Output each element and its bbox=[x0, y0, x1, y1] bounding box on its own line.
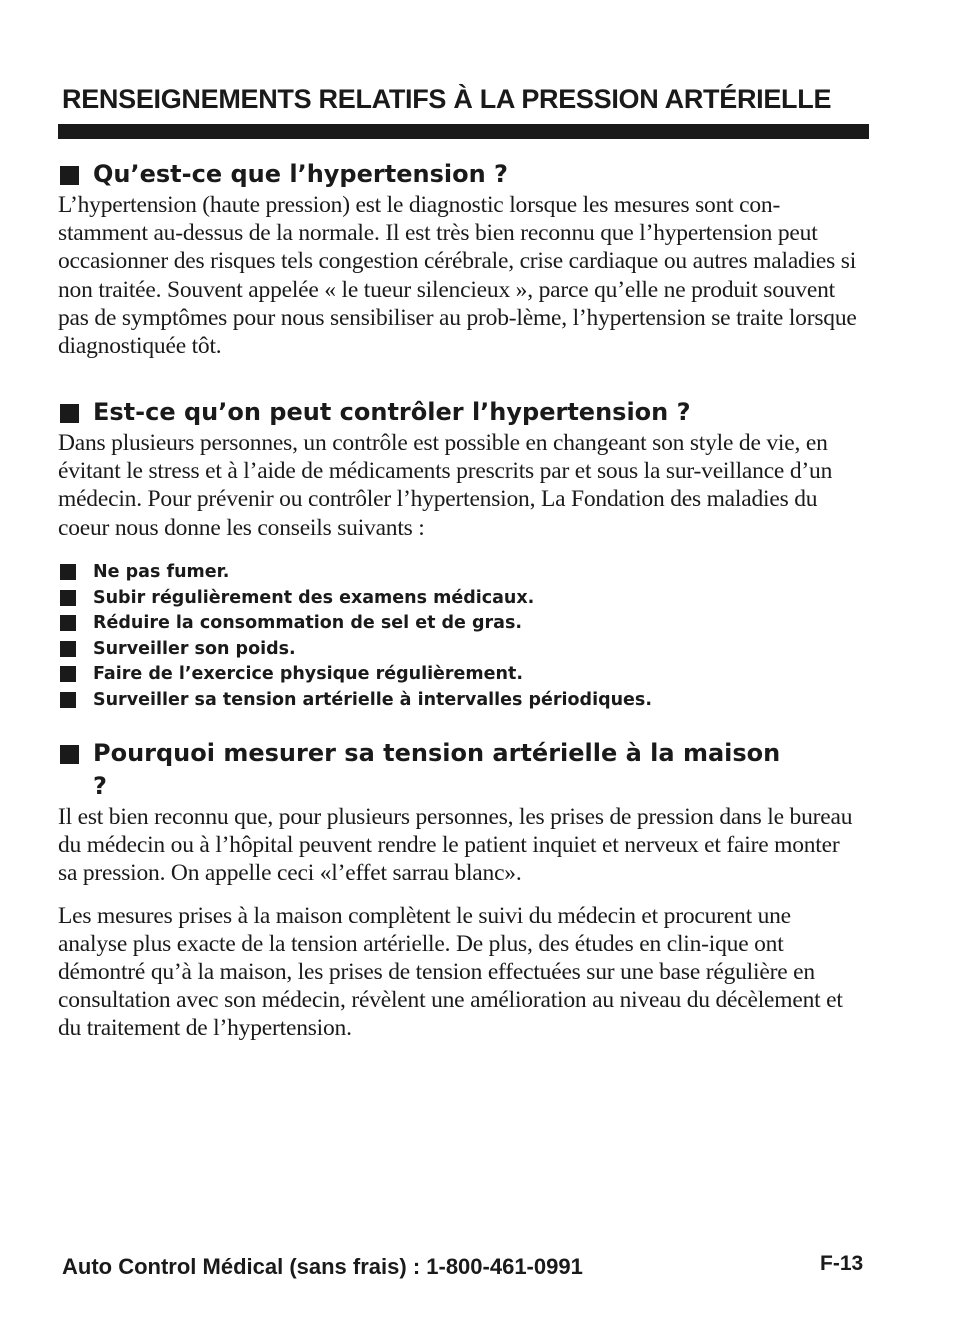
tip-text: Subir régulièrement des examens médicaux. bbox=[93, 587, 535, 608]
square-bullet-icon bbox=[60, 166, 79, 185]
tip-text: Surveiller sa tension artérielle à intervalles périodiques. bbox=[93, 689, 652, 710]
paragraph: Les mesures prises à la maison complètent le suivi du médecin et procurent une analyse plus exacte de la tension artérielle. De plus, des études en clin-ique ont démontré qu’à la maison, les prises de tension effectuées sur une base régulière en consultation avec son médecin, révèlent une amélioration au niveau du décèlement et du traitement de l’hypertension. bbox=[58, 902, 843, 1042]
section-heading bbox=[58, 396, 858, 429]
paragraph: Dans plusieurs personnes, un contrôle est possible en changeant son style de vie, en évitant le stress et à l’aide de médicaments prescrits par et sous la sur-veillance d’un médecin. Pour prévenir ou contrôler l’hypertension, La Fondation des maladies du coeur nous donne les conseils suivants : bbox=[58, 430, 833, 541]
tip-text: Surveiller son poids. bbox=[93, 638, 296, 659]
square-bullet-icon bbox=[60, 666, 76, 682]
tip-text: Ne pas fumer. bbox=[93, 562, 230, 582]
paragraph: L’hypertension (haute pression) est le diagnostic lorsque les mesures sont con-stamment au-dessus de la normale. Il est très bien reconnu que l’hypertension peut occasionner des risques tels congestion cérébrale, crise cardiaque ou autres maladies si non traitée. Souvent appelée « le tueur silencieux », parce qu’elle ne produit souvent pas de symptômes pour nous sensibiliser au prob-lème, l’hypertension se traite lorsque diagnostiquée tôt. bbox=[58, 192, 857, 360]
tip-item bbox=[58, 637, 652, 663]
square-bullet-icon bbox=[60, 404, 79, 423]
page-number: F-13 bbox=[820, 1252, 864, 1275]
section-home-measurement bbox=[58, 737, 858, 1043]
tip-item bbox=[58, 611, 652, 637]
section-heading bbox=[58, 737, 858, 803]
tip-item bbox=[58, 662, 652, 688]
square-bullet-icon bbox=[60, 692, 76, 708]
square-bullet-icon bbox=[60, 590, 76, 606]
section-control-hypertension bbox=[58, 396, 858, 542]
tip-text: Réduire la consommation de sel et de gras. bbox=[93, 613, 523, 634]
heading-text: Qu’est-ce que l’hypertension ? bbox=[93, 160, 508, 188]
section-what-is-hypertension bbox=[58, 158, 858, 360]
tip-item bbox=[58, 560, 652, 586]
tip-item bbox=[58, 688, 652, 714]
tip-text: Faire de l’exercice physique régulièrement. bbox=[93, 664, 524, 685]
heading-text: Est-ce qu’on peut contrôler l’hypertension ? bbox=[93, 398, 691, 426]
square-bullet-icon bbox=[60, 615, 76, 631]
tip-item bbox=[58, 586, 652, 612]
square-bullet-icon bbox=[60, 745, 79, 764]
heading-text: Pourquoi mesurer sa tension artérielle à la maison ? bbox=[93, 739, 781, 800]
section-heading bbox=[58, 158, 858, 191]
square-bullet-icon bbox=[60, 641, 76, 657]
footer-contact: Auto Control Médical (sans frais) : 1-800-461-0991 bbox=[62, 1254, 583, 1279]
tips-list bbox=[58, 560, 652, 714]
page-title: RENSEIGNEMENTS RELATIFS À LA PRESSION ARTÉRIELLE bbox=[62, 84, 832, 114]
square-bullet-icon bbox=[60, 564, 76, 580]
paragraph: Il est bien reconnu que, pour plusieurs personnes, les prises de pression dans le bureau du médecin ou à l’hôpital peuvent rendre le patient inquiet et nerveux et faire monter sa pression. On appelle ceci «l’effet sarrau blanc». bbox=[58, 804, 853, 887]
title-rule bbox=[58, 124, 869, 139]
